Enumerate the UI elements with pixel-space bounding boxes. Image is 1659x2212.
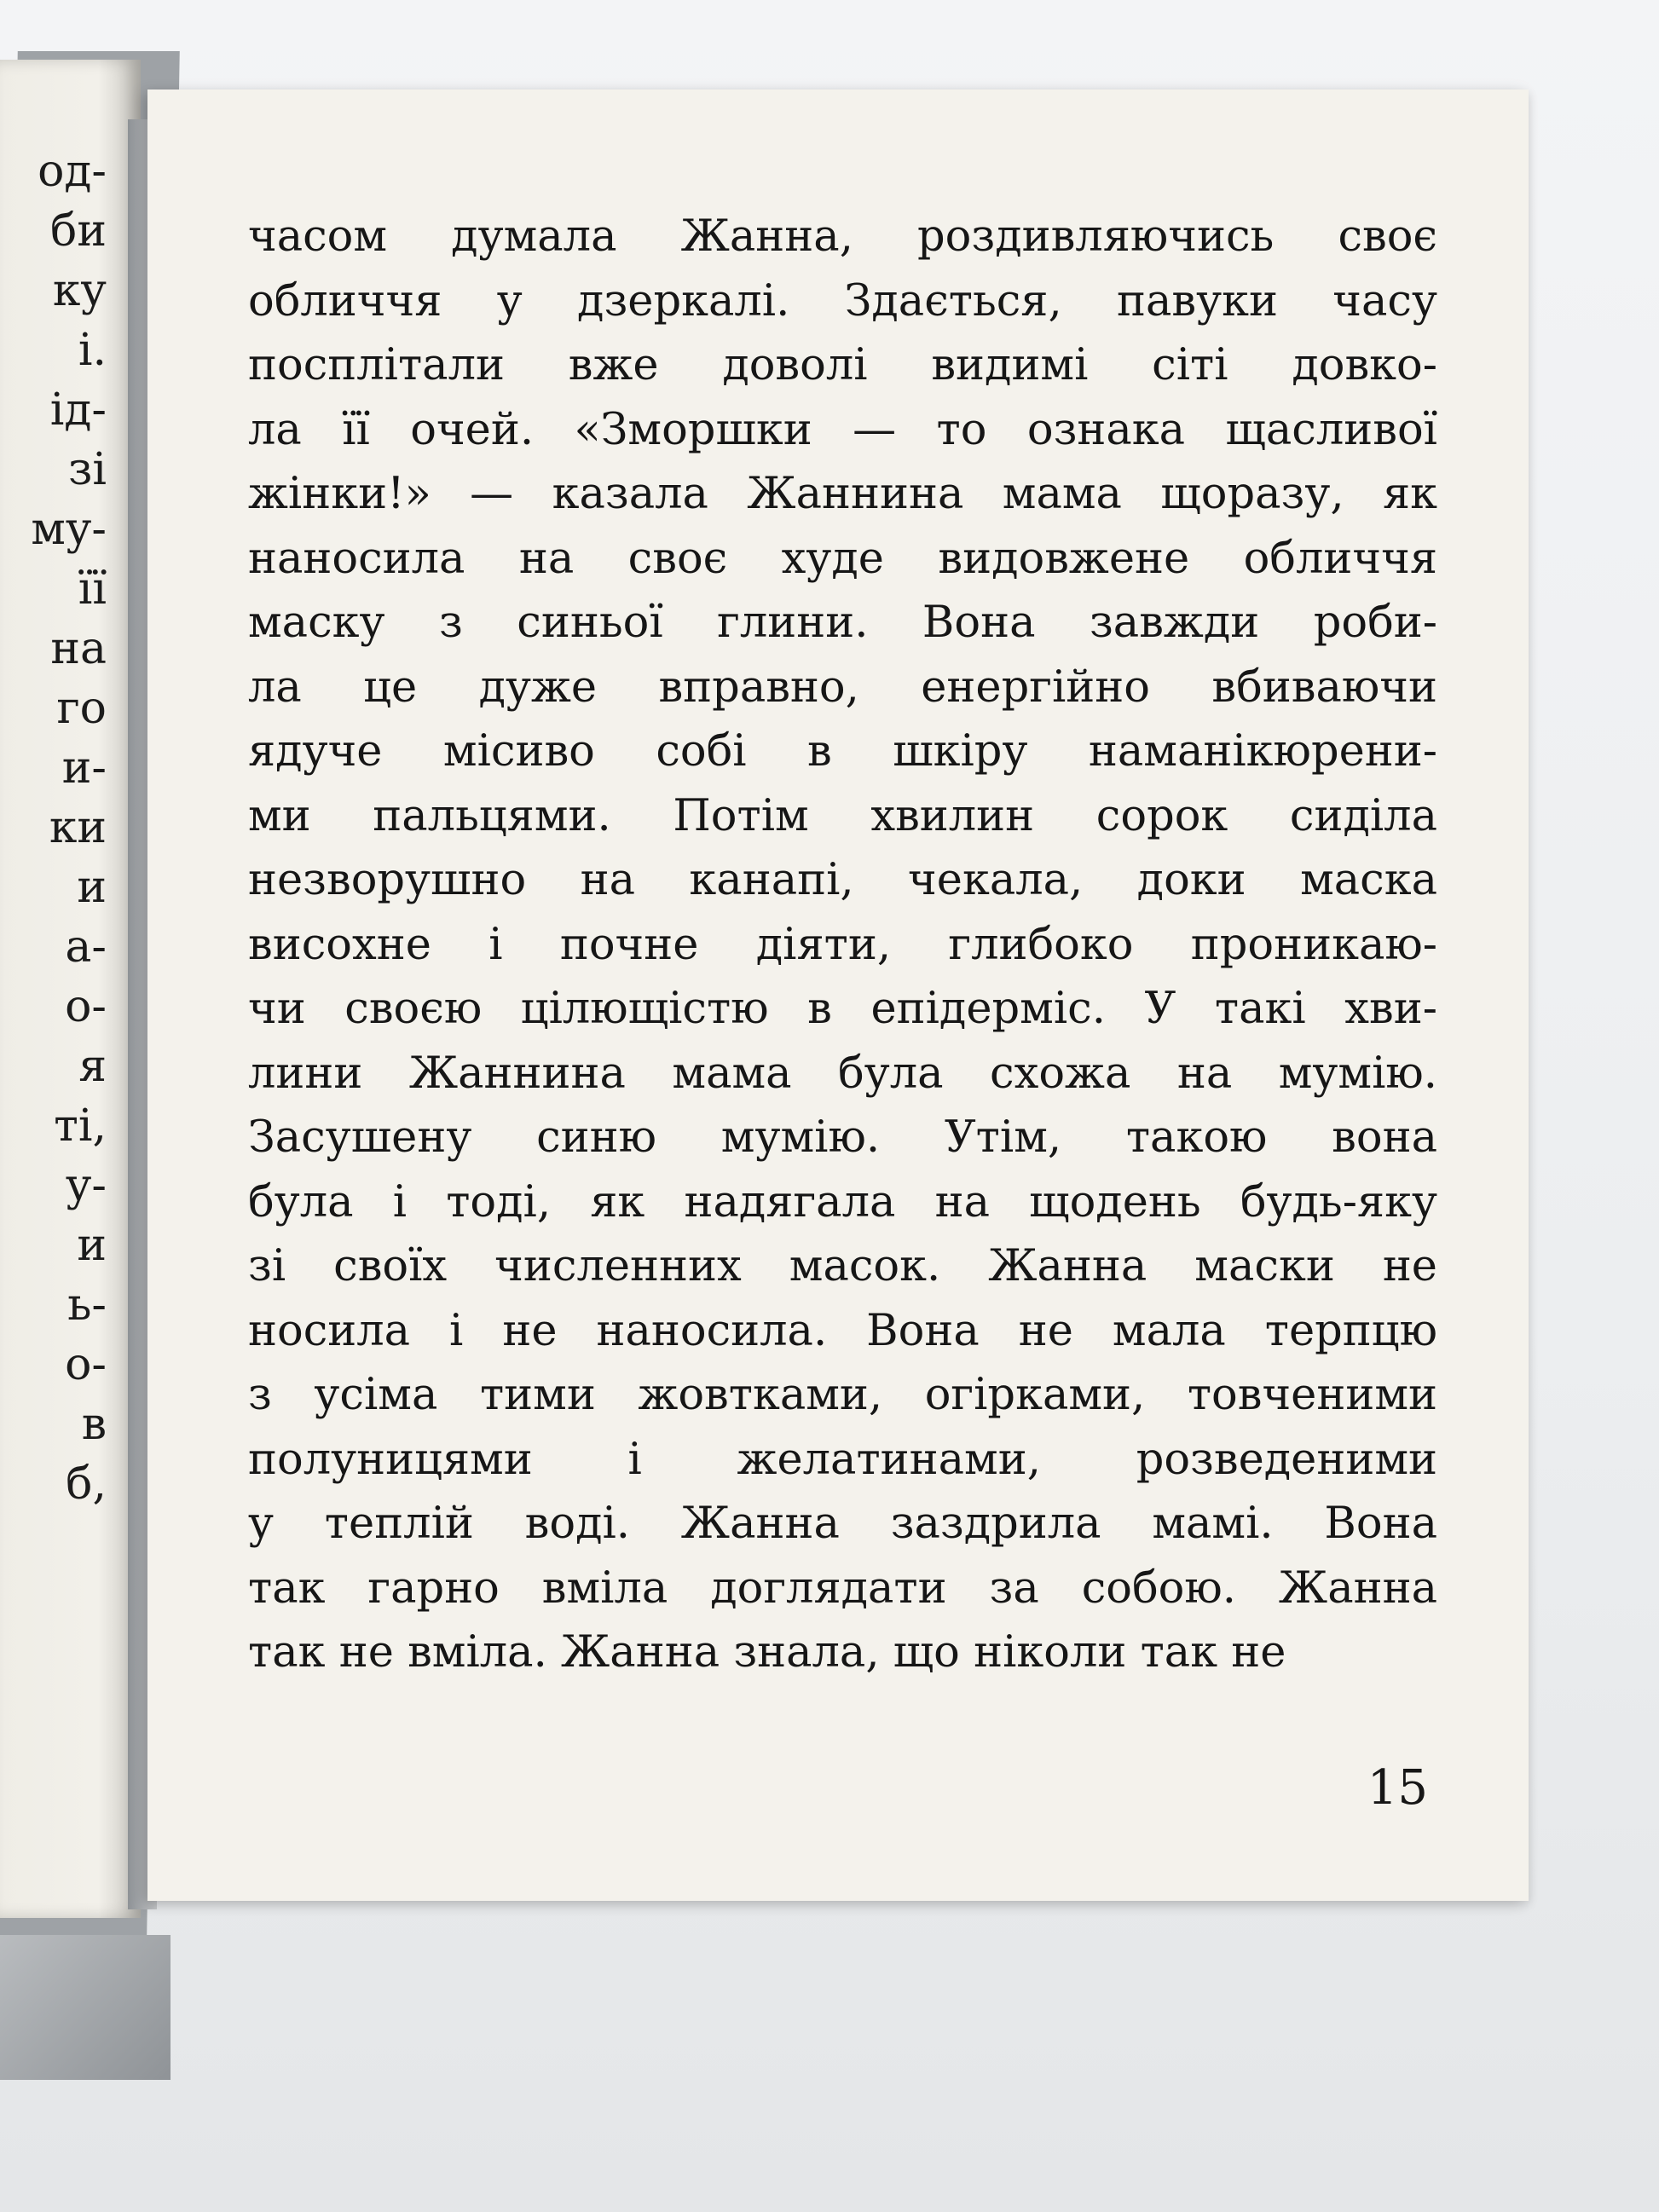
right-page <box>147 90 1529 1901</box>
left-page-fragment: я <box>78 1041 107 1092</box>
text-line: ми пальцями. Потім хвилин сорок сиділа <box>248 790 1437 841</box>
page-text <box>248 205 1437 1685</box>
text-line: наносила на своє худе видовжене обличчя <box>248 533 1437 584</box>
text-line: була і тоді, як надягала на щодень будь-яку <box>248 1176 1437 1227</box>
left-page-fragment: ід- <box>49 384 107 436</box>
left-page-fragment: го <box>56 683 107 734</box>
text-line: ла її очей. «Зморшки — то ознака щасливої <box>248 404 1437 455</box>
left-page-fragment: ь- <box>67 1279 107 1331</box>
text-line: так не вміла. Жанна знала, що ніколи так не <box>248 1627 1286 1678</box>
left-page-fragment: о- <box>65 1339 107 1390</box>
text-line: ядуче місиво собі в шкіру наманікюрени- <box>248 726 1437 777</box>
left-page-fragment: му- <box>31 504 107 555</box>
text-line: так гарно вміла доглядати за собою. Жанна <box>248 1562 1437 1614</box>
left-page-fragment: ки <box>49 802 107 853</box>
text-line: у теплій воді. Жанна заздрила мамі. Вона <box>248 1499 1437 1549</box>
left-page-fragment: и <box>77 1220 107 1271</box>
text-line: лини Жаннина мама була схожа на мумію. <box>248 1048 1437 1099</box>
left-page-fragment: її <box>78 563 107 615</box>
text-line: з усіма тими жовтками, огірками, товченими <box>248 1370 1437 1420</box>
left-page-fragment: од- <box>38 146 107 197</box>
left-page-fragment: в <box>81 1399 107 1450</box>
text-line: жінки!» — казала Жаннина мама щоразу, як <box>248 469 1437 519</box>
text-line: Засушену синю мумію. Утім, такою вона <box>248 1112 1437 1163</box>
text-line: незворушно на канапі, чекала, доки маска <box>248 855 1437 905</box>
text-line: ла це дуже вправно, енергійно вбиваючи <box>248 661 1437 713</box>
left-page-fragment: ку <box>52 265 107 316</box>
left-page-fragment: ті, <box>54 1100 107 1152</box>
text-line: зі своїх численних масок. Жанна маски не <box>248 1241 1437 1291</box>
text-line: чи своєю цілющістю в епідерміс. У такі хви- <box>248 984 1437 1034</box>
left-page-fragment: зі <box>68 444 107 495</box>
left-page-fragment: на <box>50 623 107 674</box>
left-page <box>0 60 141 1918</box>
page-number: 15 <box>1367 1760 1428 1816</box>
text-line: часом думала Жанна, роздивляючись своє <box>248 211 1437 262</box>
book-cover-corner <box>0 1935 171 2080</box>
text-line: обличчя у дзеркалі. Здається, павуки часу <box>248 275 1437 326</box>
text-line: носила і не наносила. Вона не мала терпцю <box>248 1305 1437 1356</box>
left-page-fragment: б, <box>66 1458 107 1510</box>
left-page-fragment: а- <box>65 921 107 973</box>
left-page-fragment: о- <box>65 981 107 1032</box>
left-page-fragment: и- <box>61 742 107 794</box>
left-page-fragment: у- <box>65 1160 107 1211</box>
text-line: маску з синьої глини. Вона завжди роби- <box>248 598 1437 648</box>
text-line: полуницями і желатинами, розведеними <box>248 1434 1437 1485</box>
text-line: висохне і почне діяти, глибоко проникаю- <box>248 919 1437 970</box>
text-line: посплітали вже доволі видимі сіті довко- <box>248 340 1437 390</box>
left-page-fragment: і. <box>78 325 107 376</box>
left-page-fragment: би <box>50 205 107 257</box>
left-page-fragment: и <box>77 862 107 913</box>
